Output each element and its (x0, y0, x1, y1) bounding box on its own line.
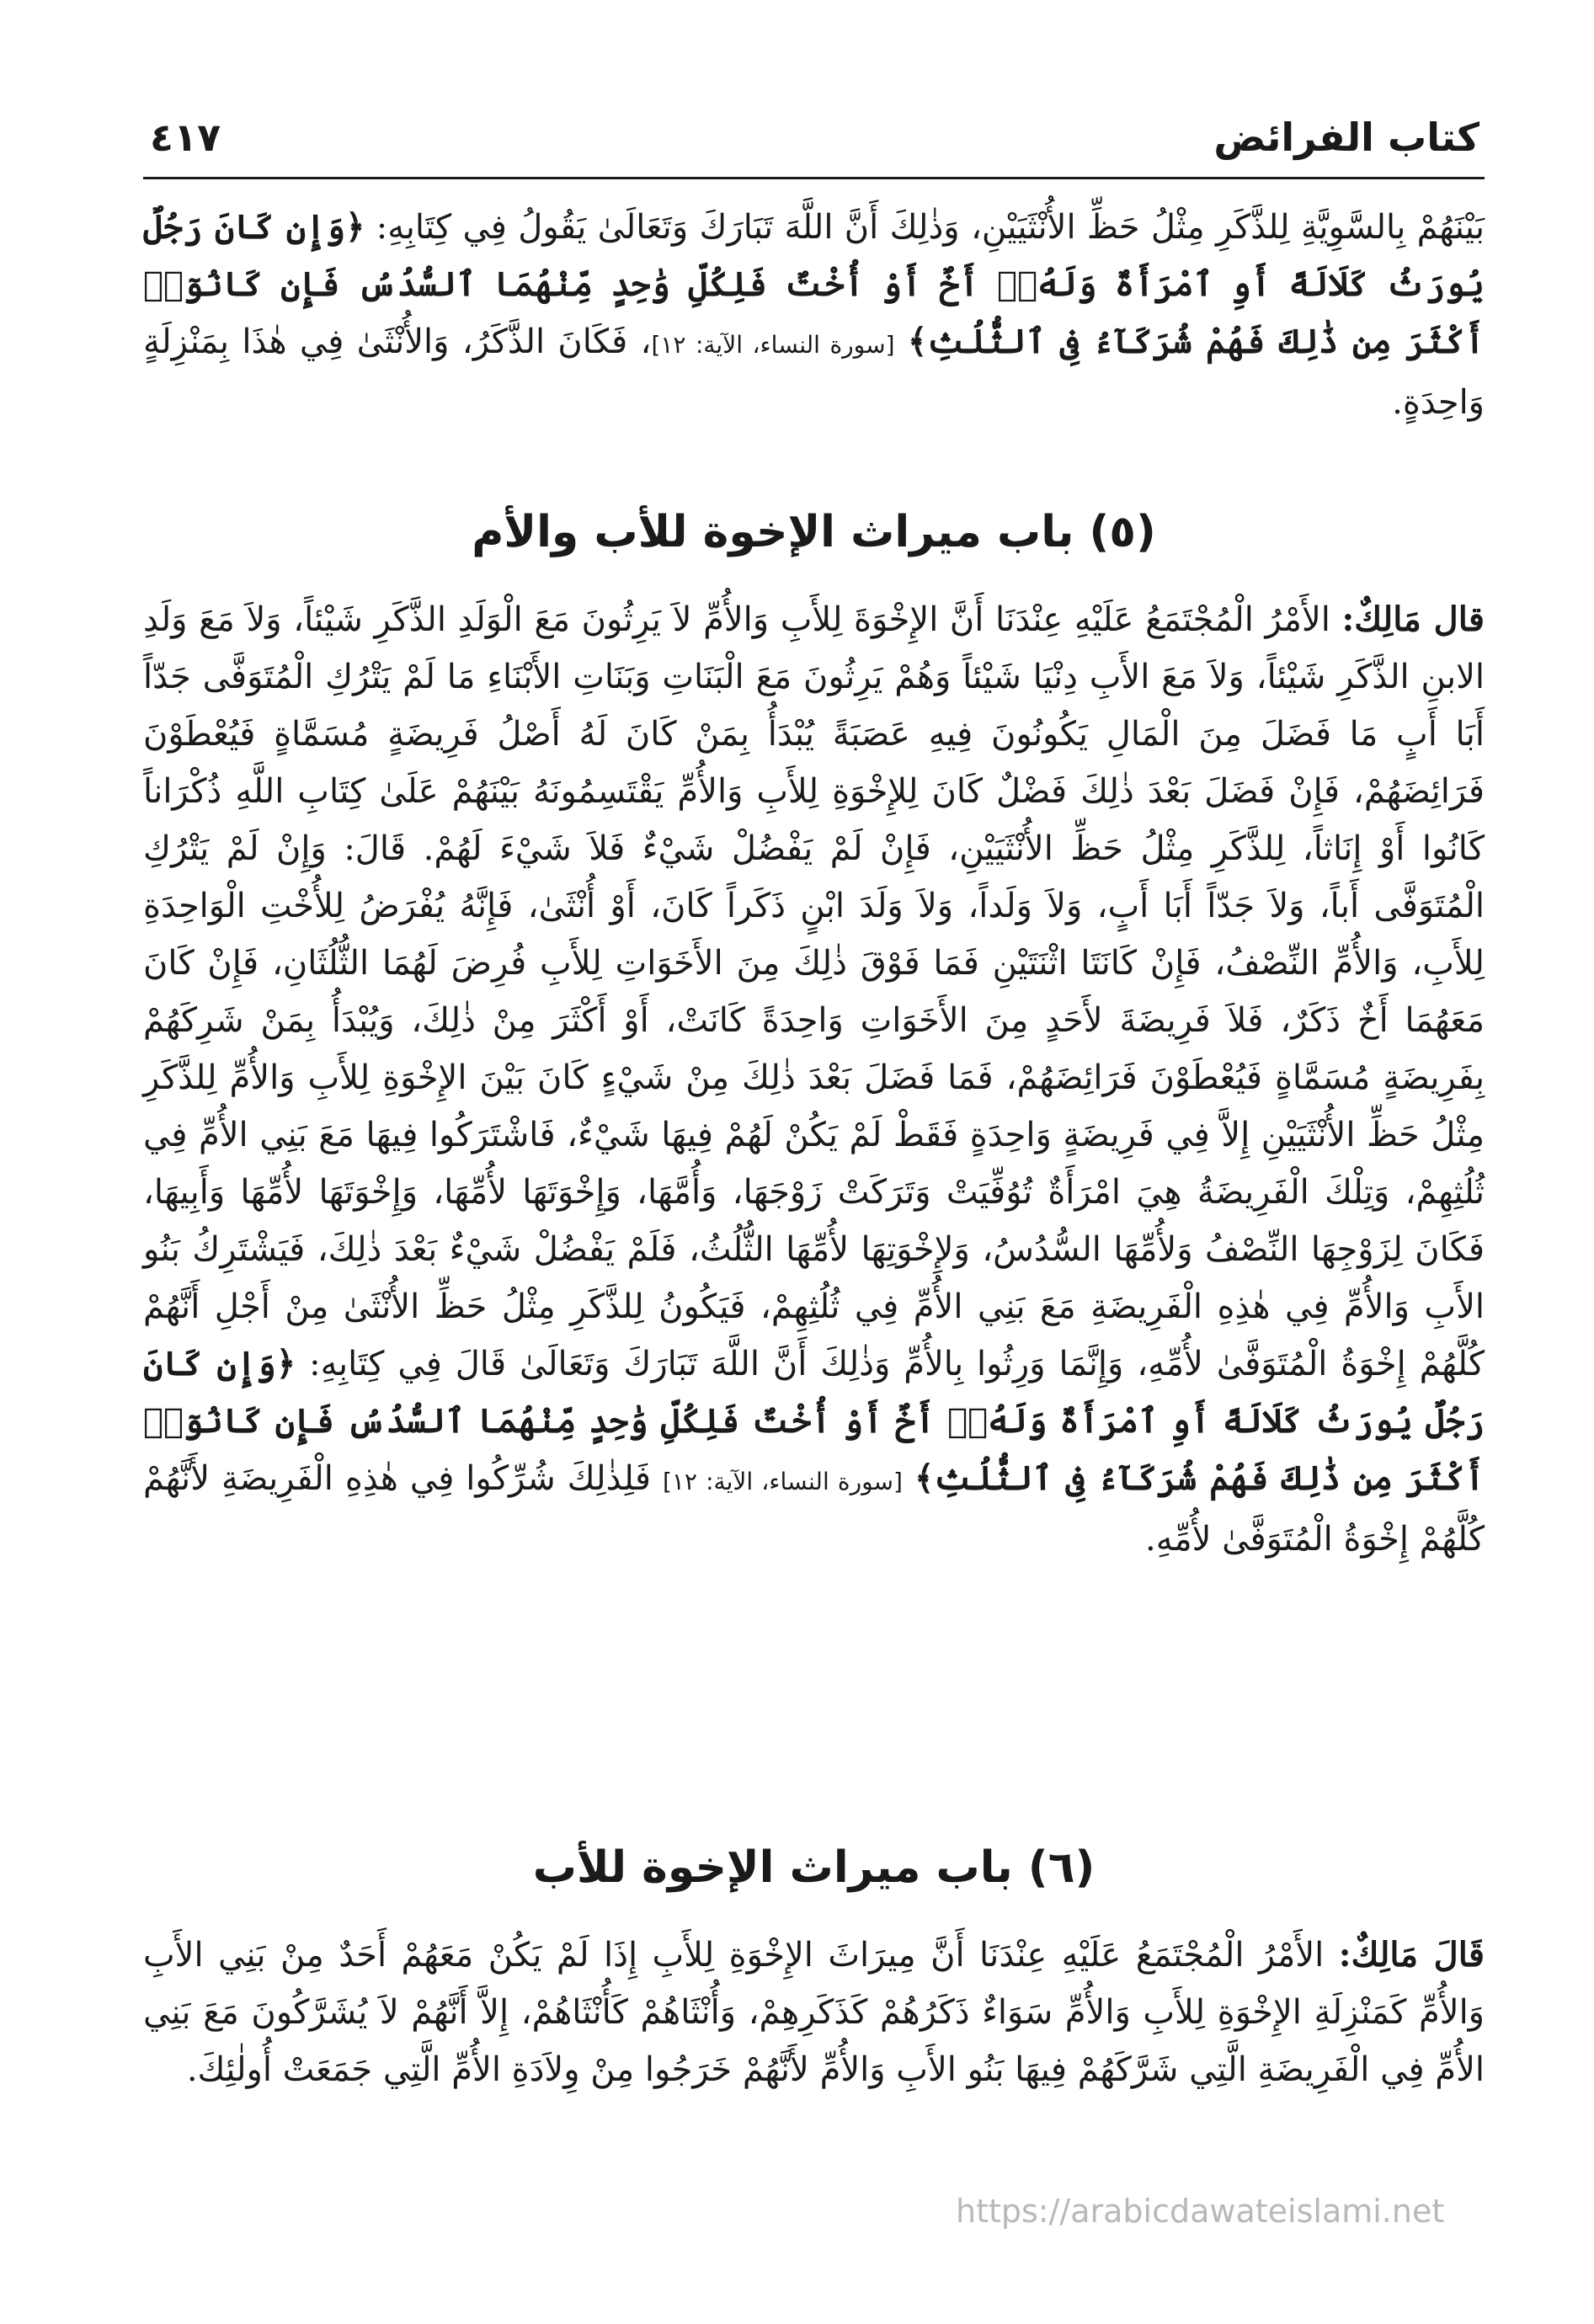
page-header (143, 99, 1485, 179)
intro-quran-verse: ﴿وَإِن كَانَ رَجُلٌ يُورَثُ كَلَالَةً أَوِ ٱمْرَأَةٌ وَلَهُۥٓ أَخٌ أَوْ أُخْتٌ فَلِكُلِّ وَٰحِدٍ مِّنْهُمَا ٱلسُّدُسُ فَإِن كَانُوٓا۟ أَكْثَرَ مِن ذَٰلِكَ فَهُمْ شُرَكَآءُ فِى ٱلثُّلُثِ﴾ (143, 207, 1485, 361)
intro-paragraph (143, 199, 1485, 431)
section-6-paragraph (143, 1927, 1485, 2098)
page-number: ٤١٧ (150, 115, 221, 160)
section-6-heading: (٦) باب ميراث الإخوة للأب (532, 1842, 1096, 1893)
section-5-paragraph (143, 591, 1485, 1568)
section-5-heading: (٥) باب ميراث الإخوة للأب والأم (472, 507, 1156, 557)
section-6-speaker: قَالَ مَالِكٌ: (1338, 1935, 1485, 1975)
section-5-text-2: فَلِذٰلِكَ شُرِّكُوا فِي هٰذِهِ الْفَرِيضَةِ لأَنَّهُمْ كُلَّهُمْ إِخْوَةُ الْمُتَوَفَّىٰ لأُمِّهِ. (143, 1459, 1485, 1559)
section-5-text-1: الأَمْرُ الْمُجْتَمَعُ عَلَيْهِ عِنْدَنَا أَنَّ الإِخْوَةَ لِلأَبِ وَالأُمِّ لاَ يَرِثُونَ مَعَ الْوَلَدِ الذَّكَرِ شَيْئاً، وَلاَ مَعَ وَلَدِ الابنِ الذَّكَرِ شَيْئاً، وَلاَ مَعَ الأَبِ دِنْيَا شَيْئاً وَهُمْ يَرِثُونَ مَعَ الْبَنَاتِ وَبَنَاتِ الأَبْنَاءِ مَا لَمْ يَتْرُكِ الْمُتَوَفَّى جَدّاً أَبَا أَبٍ مَا فَضَلَ مِنَ الْمَالِ يَكُونُونَ فِيهِ عَصَبَةً يُبْدَأُ بِمَنْ كَانَ لَهُ أَصْلُ فَرِيضَةٍ مُسَمَّاةٍ فَيُعْطَوْنَ فَرَائِضَهُمْ، فَإِنْ فَضَلَ بَعْدَ ذٰلِكَ فَضْلٌ كَانَ لِلإِخْوَةِ لِلأَبِ وَالأُمِّ يَقْتَسِمُونَهُ بَيْنَهُمْ عَلَىٰ كِتَابِ اللَّهِ ذُكْرَاناً كَانُوا أَوْ إِنَاثاً، لِلذَّكَرِ مِثْلُ حَظِّ الأُنْثَيَيْنِ، فَإِنْ لَمْ يَفْضُلْ شَيْءٌ فَلاَ شَيْءَ لَهُمْ. قَالَ: وَإِنْ لَمْ يَتْرُكِ الْمُتَوَفَّى أَباً، وَلاَ جَدّاً أَبَا أَبٍ، وَلاَ وَلَداً، وَلاَ وَلَدَ ابْنٍ ذَكَراً كَانَ، أَوْ أُنْثَىٰ، فَإِنَّهُ يُفْرَضُ لِلأُخْتِ الْوَاحِدَةِ لِلأَبِ، وَالأُمِّ النِّصْفُ، فَإِنْ كَانَتَا اثْنَتَيْنِ فَمَا فَوْقَ ذٰلِكَ مِنَ الأَخَوَاتِ لِلأَبِ فُرِضَ لَهُمَا الثُّلُثَانِ، فَإِنْ كَانَ مَعَهُمَا أَخٌ ذَكَرٌ، فَلاَ فَرِيضَةَ لأَحَدٍ مِنَ الأَخَوَاتِ وَاحِدَةً كَانَتْ، أَوْ أَكْثَرَ مِنْ ذٰلِكَ، وَيُبْدَأُ بِمَنْ شَرِكَهُمْ بِفَرِيضَةٍ مُسَمَّاةٍ فَيُعْطَوْنَ فَرَائِضَهُمْ، فَمَا فَضَلَ بَعْدَ ذٰلِكَ مِنْ شَيْءٍ كَانَ بَيْنَ الإِخْوَةِ لِلأَبِ وَالأُمِّ لِلذَّكَرِ مِثْلُ حَظِّ الأُنْثَيَيْنِ إِلاَّ فِي فَرِيضَةٍ وَاحِدَةٍ فَقَطْ لَمْ يَكُنْ لَهُمْ فِيهَا شَيْءٌ، فَاشْتَرَكُوا فِيهَا مَعَ بَنِي الأُمِّ فِي ثُلُثِهِمْ، وَتِلْكَ الْفَرِيضَةُ هِيَ امْرَأَةٌ تُوُفِّيَتْ وَتَرَكَتْ زَوْجَهَا، وَأُمَّهَا، وَإِخْوَتَهَا لأُمِّهَا، وَإِخْوَتَهَا لأُمِّهَا وَأَبِيهَا، فَكَانَ لِزَوْجِهَا النِّصْفُ وَلأُمِّهَا السُّدُسُ، وَلإِخْوَتِهَا لأُمِّهَا الثُّلُثُ، فَلَمْ يَفْضُلْ شَيْءٌ بَعْدَ ذٰلِكَ، فَيَشْتَرِكُ بَنُو الأَبِ وَالأُمِّ فِي هٰذِهِ الْفَرِيضَةِ مَعَ بَنِي الأُمِّ فِي ثُلُثِهِمْ، فَيَكُونُ لِلذَّكَرِ مِثْلُ حَظِّ الأُنْثَىٰ مِنْ أَجْلِ أَنَّهُمْ كُلَّهُمْ إِخْوَةُ الْمُتَوَفَّىٰ لأُمِّهِ، وَإِنَّمَا وَرِثُوا بِالأُمِّ وَذٰلِكَ أَنَّ اللَّهَ تَبَارَكَ وَتَعَالَىٰ قَالَ فِي كِتَابِهِ: (143, 600, 1485, 1383)
website-watermark: https://arabicdawateislami.net (956, 2193, 1445, 2230)
section-5-speaker: قال مَالِكٌ: (1341, 600, 1485, 639)
section-5-verse-reference: [سورة النساء، الآية: ١٢] (662, 1468, 903, 1495)
section-6-text: الأَمْرُ الْمُجْتَمَعُ عَلَيْهِ عِنْدَنَا أَنَّ مِيرَاثَ الإِخْوَةِ لِلأَبِ إِذَا لَمْ يَكُنْ مَعَهُمْ أَحَدٌ مِنْ بَنِي الأَبِ وَالأُمِّ كَمَنْزِلَةِ الإِخْوَةِ لِلأَبِ وَالأُمِّ سَوَاءٌ ذَكَرُهُمْ كَذَكَرِهِمْ، وَأُنْثَاهُمْ كَأُنْثَاهُمْ، إِلاَّ أَنَّهُمْ لاَ يُشَرَّكُونَ مَعَ بَنِي الأُمِّ فِي الْفَرِيضَةِ الَّتِي شَرَّكَهُمْ فِيهَا بَنُو الأَبِ وَالأُمِّ لأَنَّهُمْ خَرَجُوا مِنْ وِلاَدَةِ الأُمِّ الَّتِي جَمَعَتْ أُولٰئِكَ. (143, 1936, 1485, 2089)
intro-text-2: ، فَكَانَ الذَّكَرُ، وَالأُنْثَىٰ فِي هٰذَا بِمَنْزِلَةٍ وَاحِدَةٍ. (143, 322, 1485, 422)
book-title: كتاب الفرائض (1213, 115, 1479, 160)
intro-verse-reference: [سورة النساء، الآية: ١٢] (651, 331, 895, 359)
intro-text-1: بَيْنَهُمْ بِالسَّوِيَّةِ لِلذَّكَرِ مِثْلُ حَظِّ الأُنْثَيَيْنِ، وَذٰلِكَ أَنَّ اللَّهَ تَبَارَكَ وَتَعَالَىٰ يَقُولُ فِي كِتَابِهِ: (376, 208, 1485, 247)
section-5-quran-verse: ﴿وَإِن كَانَ رَجُلٌ يُورَثُ كَلَالَةً أَوِ ٱمْرَأَةٌ وَلَهُۥٓ أَخٌ أَوْ أُخْتٌ فَلِكُلِّ وَٰحِدٍ مِّنْهُمَا ٱلسُّدُسُ فَإِن كَانُوٓا۟ أَكْثَرَ مِن ذَٰلِكَ فَهُمْ شُرَكَآءُ فِى ٱلثُّلُثِ﴾ (143, 1344, 1485, 1498)
